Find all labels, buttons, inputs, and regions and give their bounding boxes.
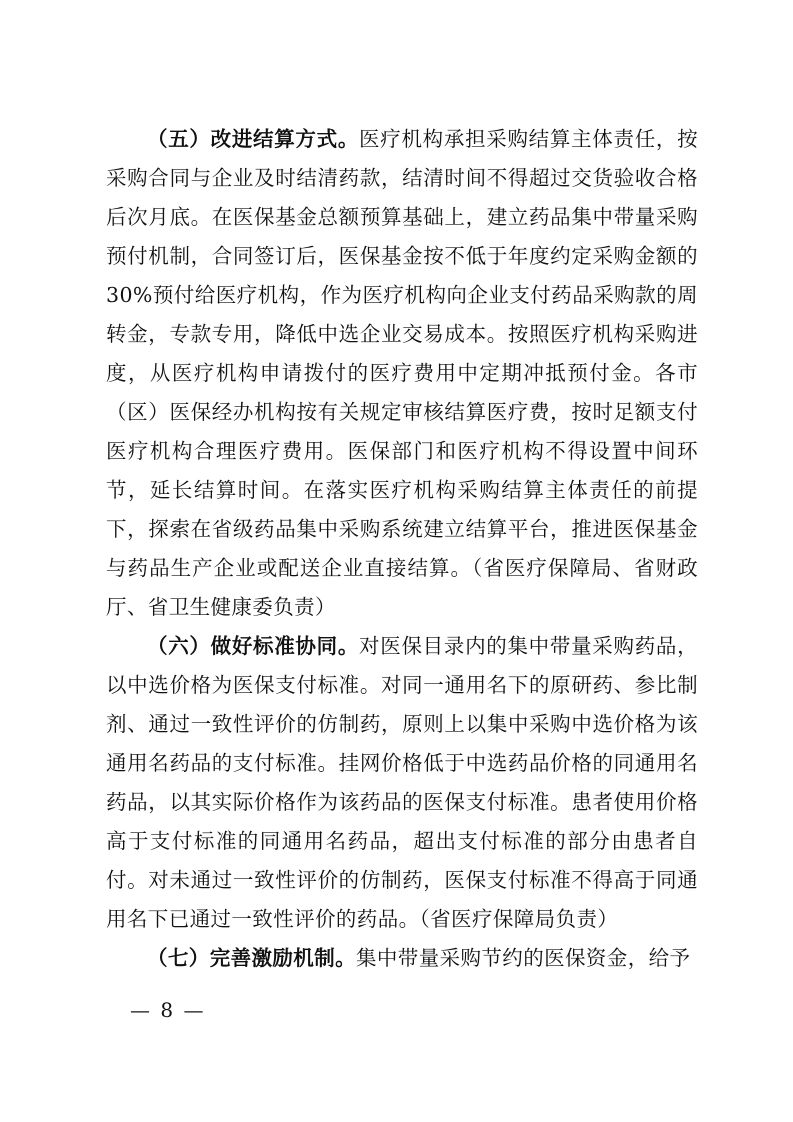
paragraph-settlement — [106, 120, 698, 627]
paragraph-text-7: 集中带量采购节约的医保资金，给予 — [356, 946, 691, 970]
paragraph-incentive — [106, 939, 698, 978]
paragraph-standards — [106, 627, 698, 939]
section-heading-6: （六）做好标准协同。 — [147, 634, 360, 658]
page-number: — 8 — — [130, 998, 206, 1022]
section-heading-5: （五）改进结算方式。 — [147, 127, 360, 151]
paragraph-text-6: 对医保目录内的集中带量采购药品，以中选价格为医保支付标准。对同一通用名下的原研药、参比制剂、通过一致性评价的仿制药，原则上以集中采购中选价格为该通用名药品的支付标准。挂网价格低于中选药品价格的同通用名药品，以其实际价格作为该药品的医保支付标准。患者使用价格高于支付标准的同通用名药品，超出支付标准的部分由患者自付。对未通过一致性评价的仿制药，医保支付标准不得高于同通用名下已通过一致性评价的药品。（省医疗保障局负责） — [106, 634, 699, 931]
section-heading-7: （七）完善激励机制。 — [147, 946, 356, 970]
document-body — [106, 120, 698, 978]
paragraph-text-5: 医疗机构承担采购结算主体责任，按采购合同与企业及时结清药款，结清时间不得超过交货验收合格后次月底。在医保基金总额预算基础上，建立药品集中带量采购预付机制，合同签订后，医保基金按不低于年度约定采购金额的30%预付给医疗机构，作为医疗机构向企业支付药品采购款的周转金，专款专用，降低中选企业交易成本。按照医疗机构采购进度，从医疗机构申请拨付的医疗费用中定期冲抵预付金。各市（区）医保经办机构按有关规定审核结算医疗费，按时足额支付医疗机构合理医疗费用。医保部门和医疗机构不得设置中间环节，延长结算时间。在落实医疗机构采购结算主体责任的前提下，探索在省级药品集中采购系统建立结算平台，推进医保基金与药品生产企业或配送企业直接结算。（省医疗保障局、省财政厅、省卫生健康委负责） — [106, 127, 699, 619]
